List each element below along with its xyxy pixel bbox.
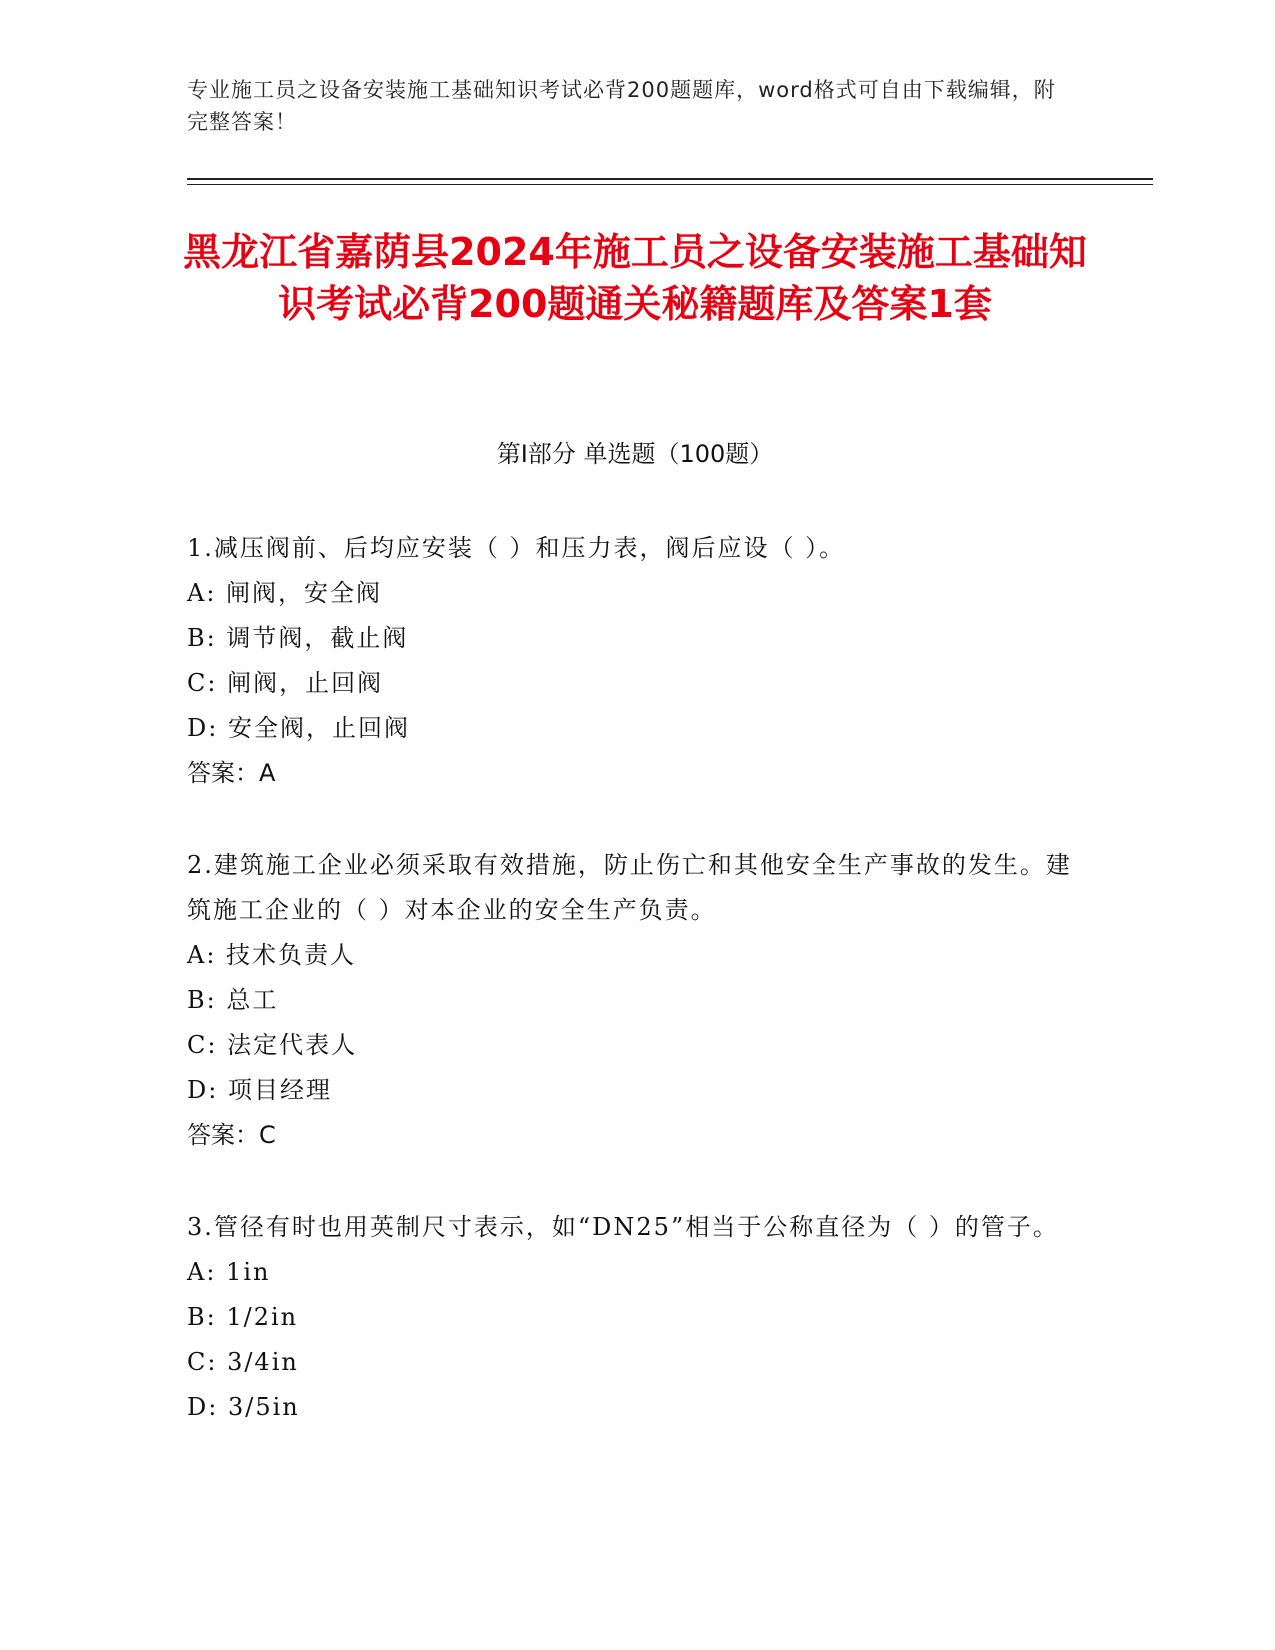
question-1 [187, 526, 1077, 796]
header-divider-thin [187, 184, 1153, 185]
header-note: 专业施工员之设备安装施工基础知识考试必背200题题库，word格式可自由下载编辑，附完整答案！ [187, 78, 1056, 134]
option-c: C: 3/4in [187, 1348, 299, 1376]
document-title: 黑龙江省嘉荫县2024年施工员之设备安装施工基础知识考试必背200题通关秘籍题库及答案1套 [183, 230, 1087, 326]
answer: 答案：C [187, 1121, 276, 1149]
option-b: B: 总工 [187, 986, 279, 1014]
option-d: D: 项目经理 [187, 1076, 332, 1104]
option-d: D: 3/5in [187, 1393, 300, 1421]
option-b: B: 调节阀，截止阀 [187, 624, 409, 652]
answer: 答案：A [187, 759, 276, 787]
option-c: C: 闸阀，止回阀 [187, 669, 384, 697]
question-2 [187, 843, 1077, 1158]
question-stem: 2.建筑施工企业必须采取有效措施，防止伤亡和其他安全生产事故的发生。建筑施工企业的（ ）对本企业的安全生产负责。 [187, 851, 1072, 924]
question-stem: 1.减压阀前、后均应安装（ ）和压力表，阀后应设（ ）。 [187, 534, 846, 562]
option-a: A: 1in [187, 1258, 271, 1286]
section-title: 第Ⅰ部分 单选题（100题） [496, 440, 774, 468]
question-3 [187, 1205, 1077, 1430]
option-b: B: 1/2in [187, 1303, 299, 1331]
option-a: A: 闸阀，安全阀 [187, 579, 383, 607]
option-c: C: 法定代表人 [187, 1031, 358, 1059]
question-stem: 3.管径有时也用英制尺寸表示，如“DN25”相当于公称直径为（ ）的管子。 [187, 1213, 1059, 1241]
option-d: D: 安全阀，止回阀 [187, 714, 410, 742]
header-divider [187, 178, 1153, 180]
question-list [187, 526, 1077, 1477]
option-a: A: 技术负责人 [187, 941, 357, 969]
